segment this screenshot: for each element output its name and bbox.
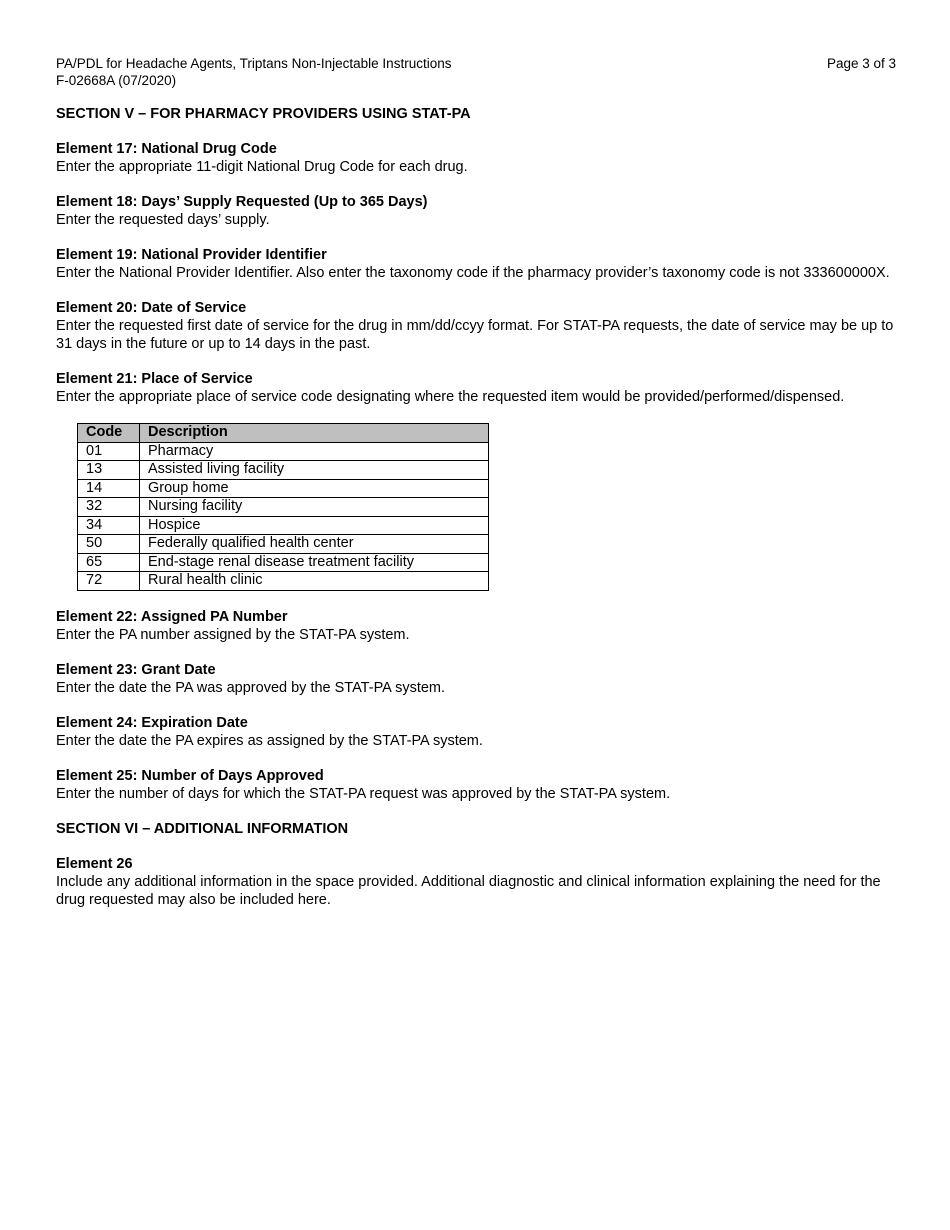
table-row xyxy=(78,461,489,480)
element-21-body: Enter the appropriate place of service code designating where the requested item would be provided/performed/dispensed. xyxy=(56,389,845,405)
code-cell: 14 xyxy=(78,479,140,498)
table-row xyxy=(78,572,489,591)
description-cell: Rural health clinic xyxy=(140,572,489,591)
element-26-body: Include any additional information in the space provided. Additional diagnostic and clinical information explaining the need for the drug requested may also be included here. xyxy=(56,873,881,908)
element-19 xyxy=(56,246,896,282)
form-title: PA/PDL for Headache Agents, Triptans Non-Injectable Instructions xyxy=(56,56,452,71)
code-cell: 13 xyxy=(78,461,140,480)
table-row xyxy=(78,553,489,572)
code-cell: 72 xyxy=(78,572,140,591)
element-26 xyxy=(56,855,896,909)
table-row xyxy=(78,498,489,517)
element-17-title: Element 17: National Drug Code xyxy=(56,141,277,157)
description-cell: Federally qualified health center xyxy=(140,535,489,554)
code-cell: 65 xyxy=(78,553,140,572)
page-header xyxy=(56,55,896,91)
element-20 xyxy=(56,299,896,353)
element-20-body: Enter the requested first date of service for the drug in mm/dd/ccyy format. For STAT-PA requests, the date of service may be up to 31 days in the future or up to 14 days in the past. xyxy=(56,318,894,352)
element-20-title: Element 20: Date of Service xyxy=(56,300,247,316)
element-18-body: Enter the requested days’ supply. xyxy=(56,212,270,228)
element-22 xyxy=(56,608,896,644)
document-page xyxy=(56,55,896,909)
code-cell: 32 xyxy=(78,498,140,517)
element-25-body: Enter the number of days for which the STAT-PA request was approved by the STAT-PA system. xyxy=(56,785,671,802)
code-column-header: Code xyxy=(78,424,140,443)
page-number: Page 3 of 3 xyxy=(826,56,896,71)
element-18-title: Element 18: Days’ Supply Requested (Up to 365 Days) xyxy=(56,194,428,210)
code-cell: 34 xyxy=(78,516,140,535)
element-21 xyxy=(56,370,896,406)
place-of-service-table xyxy=(77,423,489,591)
element-24-title: Element 24: Expiration Date xyxy=(56,714,248,731)
element-22-body: Enter the PA number assigned by the STAT-PA system. xyxy=(56,626,410,643)
element-23-body: Enter the date the PA was approved by the STAT-PA system. xyxy=(56,679,446,696)
element-17-body: Enter the appropriate 11-digit National Drug Code for each drug. xyxy=(56,159,468,175)
element-22-title: Element 22: Assigned PA Number xyxy=(56,608,288,625)
section-5-heading: SECTION V – FOR PHARMACY PROVIDERS USING STAT-PA xyxy=(56,106,471,122)
section-6-heading: SECTION VI – ADDITIONAL INFORMATION xyxy=(56,820,349,837)
description-cell: Nursing facility xyxy=(140,498,489,517)
description-cell: Hospice xyxy=(140,516,489,535)
element-25-title: Element 25: Number of Days Approved xyxy=(56,767,324,784)
table-row xyxy=(78,442,489,461)
element-19-title: Element 19: National Provider Identifier xyxy=(56,247,327,263)
description-cell: Assisted living facility xyxy=(140,461,489,480)
table-row xyxy=(78,535,489,554)
element-19-body: Enter the National Provider Identifier. Also enter the taxonomy code if the pharmacy provider’s taxonomy code is not 333600000X. xyxy=(56,265,890,281)
code-cell: 50 xyxy=(78,535,140,554)
table-header-row xyxy=(78,424,489,443)
form-number: F-02668A (07/2020) xyxy=(56,73,177,88)
element-21-title: Element 21: Place of Service xyxy=(56,371,253,387)
element-23-title: Element 23: Grant Date xyxy=(56,661,216,678)
table-row xyxy=(78,479,489,498)
form-title-block xyxy=(56,55,756,89)
element-23 xyxy=(56,661,896,697)
element-25 xyxy=(56,767,896,803)
description-cell: Group home xyxy=(140,479,489,498)
description-cell: Pharmacy xyxy=(140,442,489,461)
description-column-header: Description xyxy=(140,424,489,443)
element-17 xyxy=(56,140,896,176)
element-26-title: Element 26 xyxy=(56,855,133,872)
element-24-body: Enter the date the PA expires as assigned by the STAT-PA system. xyxy=(56,732,483,749)
element-18 xyxy=(56,193,896,229)
element-24 xyxy=(56,714,896,750)
description-cell: End-stage renal disease treatment facility xyxy=(140,553,489,572)
table-row xyxy=(78,516,489,535)
code-cell: 01 xyxy=(78,442,140,461)
